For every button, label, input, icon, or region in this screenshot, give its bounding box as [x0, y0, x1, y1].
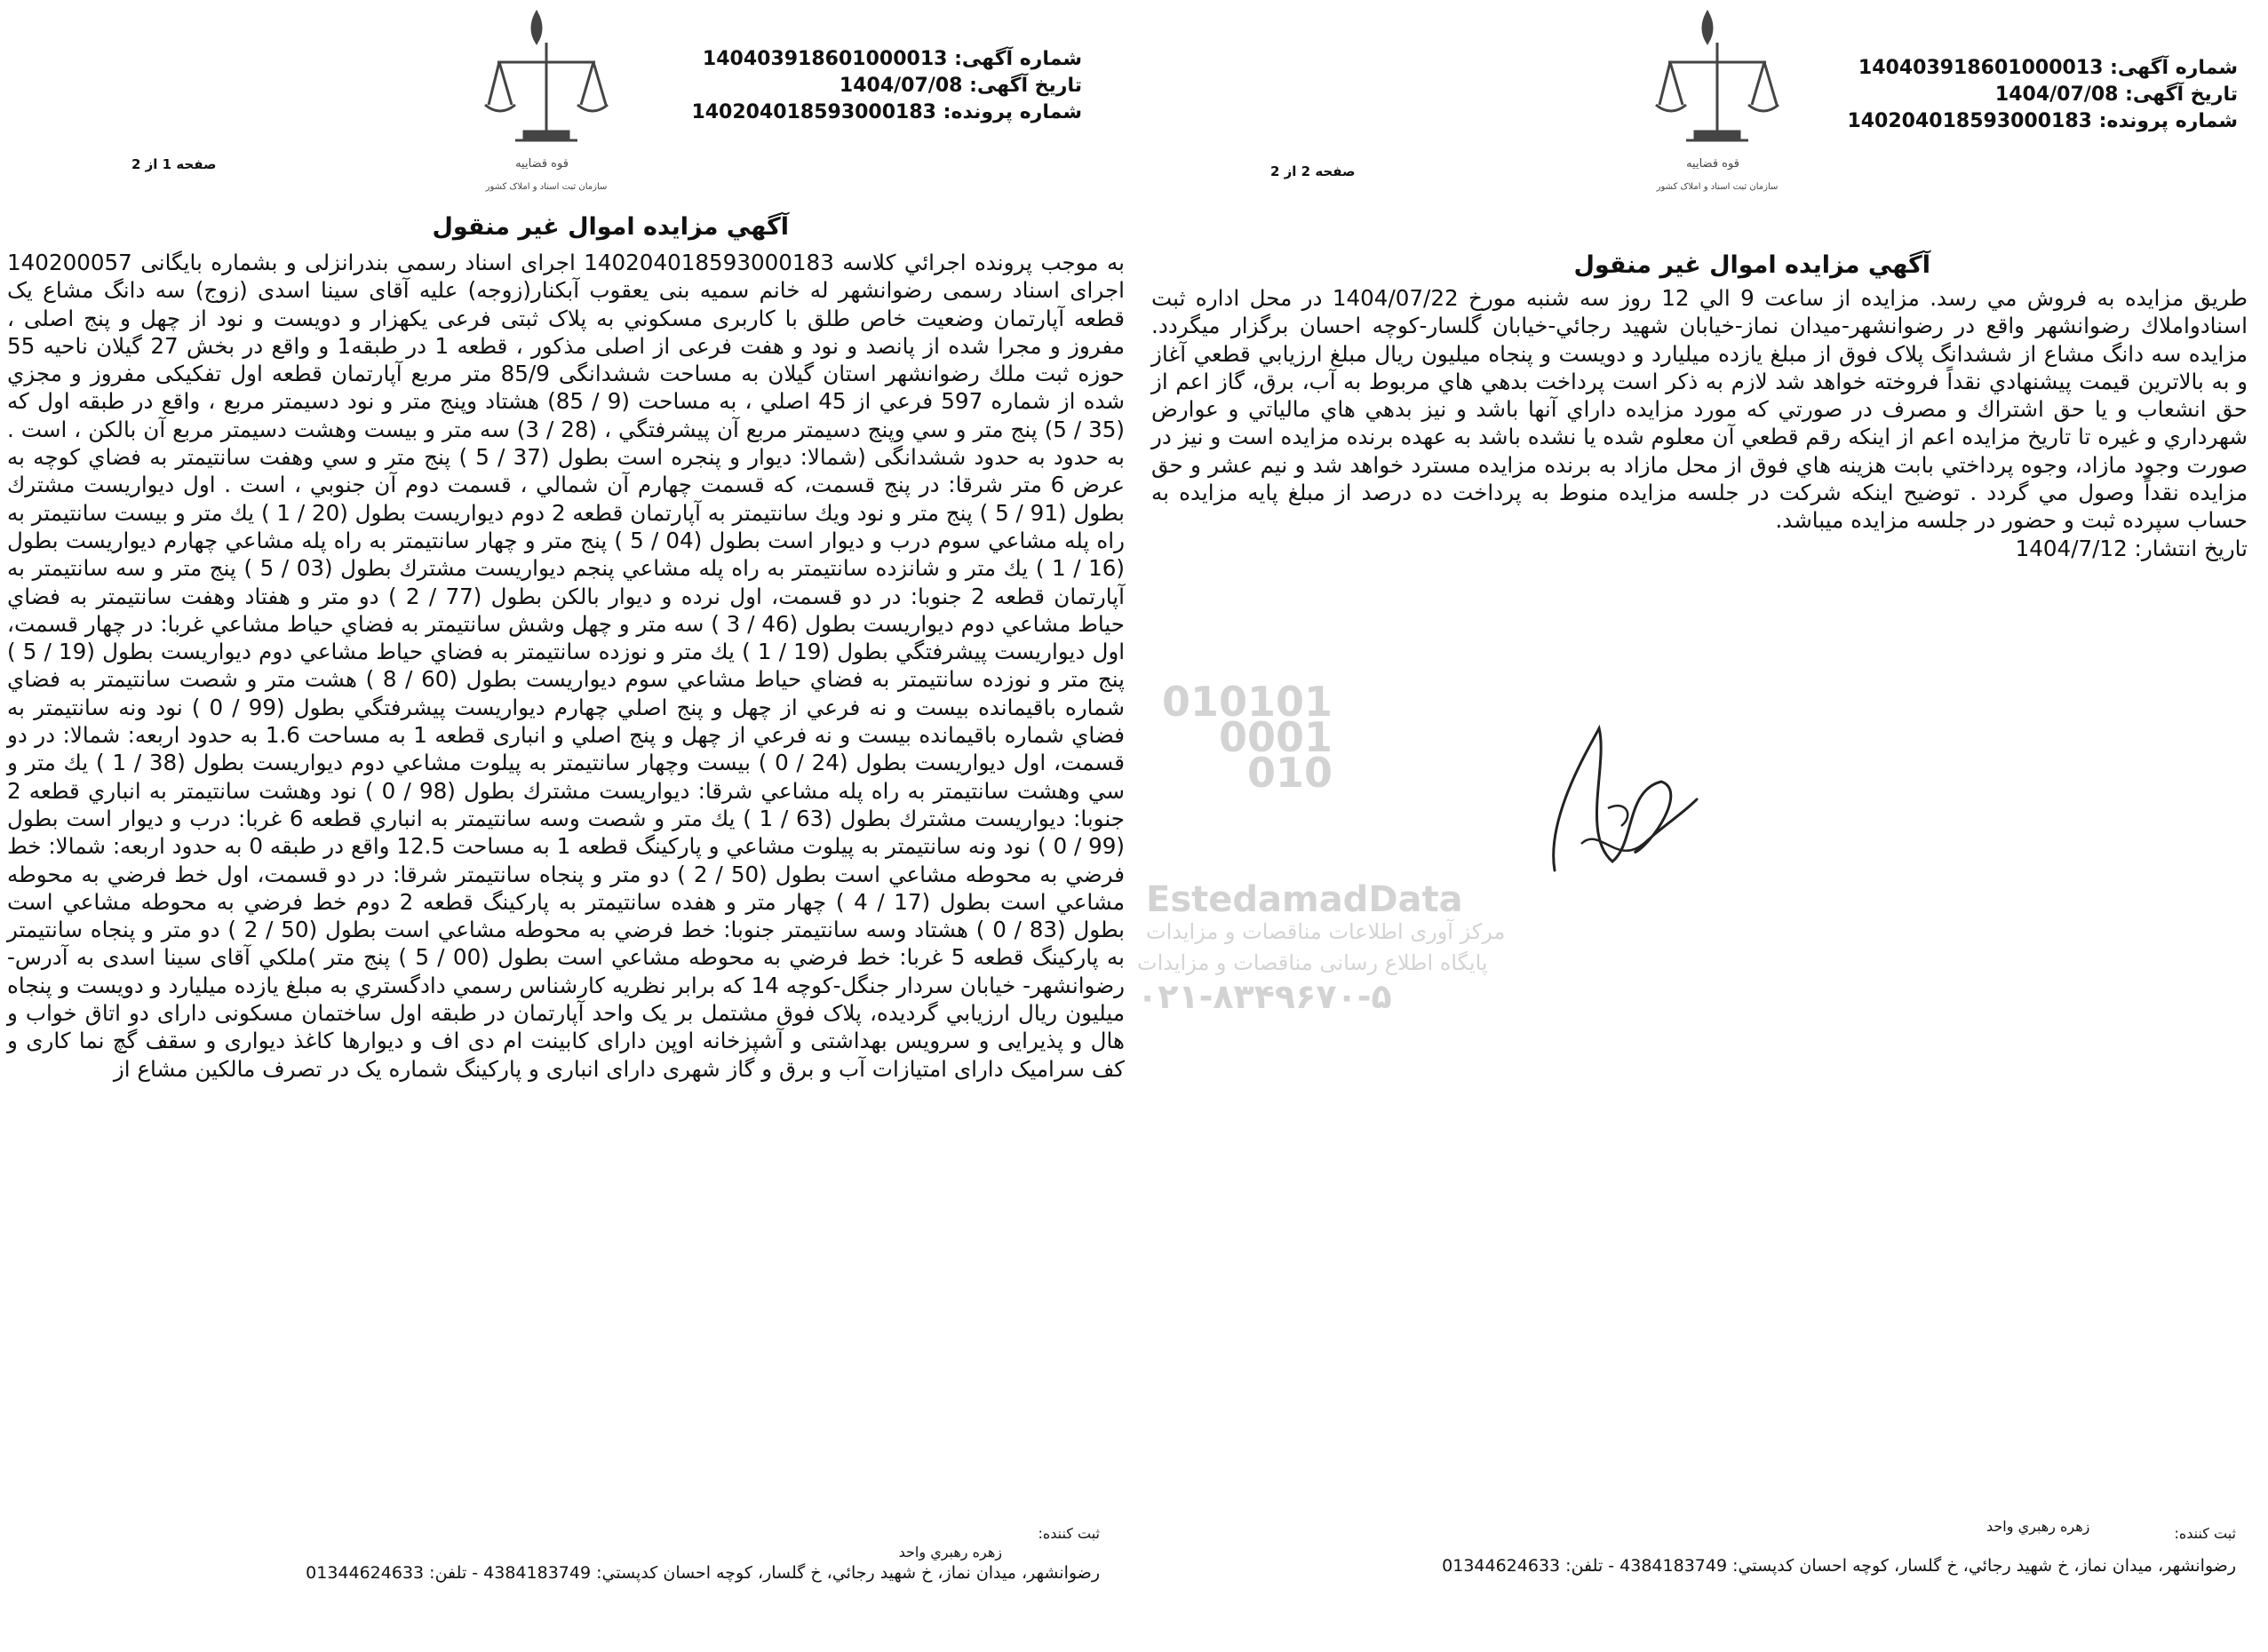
registrar-name-2: زهره رهبري واحد: [1986, 1518, 2090, 1535]
file-number-row: شماره پرونده: 140204018593000183: [691, 101, 1082, 123]
signature: [1528, 711, 1706, 888]
file-number-2: 140204018593000183: [1847, 110, 2092, 132]
page-number-2: صفحه 2 از 2: [1270, 163, 1356, 179]
watermark-phone: ۰۲۱-۸۳۴۹۶۷۰-۵: [1137, 977, 1392, 1016]
ad-number-row-2: شماره آگهی: 140403918601000013: [1858, 57, 2238, 79]
registrar: [899, 1525, 1100, 1561]
svg-text:قوه قضاییه: قوه قضاییه: [515, 157, 569, 171]
page-2: [1146, 0, 2268, 1652]
announcement-body-2: طريق مزايده به فروش مي رسد. مزايده از ساعت 9 الي 12 روز سه شنبه مورخ 1404/07/22 در محل اداره ثبت اسنادواملاك رضوانشهر واقع در رضوانشهر-ميدان نماز-خيابان شهيد رجائي-خيابان گلسار-كوچه احسان برگزار ميگردد. مزايده سه دانگ مشاع از ششدانگ پلاک فوق از مبلغ يازده ميلیارد و دويست و پنجاه ميليون ريال مبلغ ارزيابي قطعي آغاز و به بالاترين قيمت پيشنهادي نقداً فروخته خواهد شد لازم به ذكر است پرداخت بدهي هاي مربوط به آب، برق، گاز اعم از حق انشعاب و يا حق اشتراك و مصرف در صورتي كه مورد مزايده داراي آنها باشد و نيز بدهي هاي مالياتي و عوارض شهرداري و غيره تا تاريخ مزايده اعم از اينكه رقم قطعي آن معلوم شده يا نشده باشد به عهده برنده مزايده است و نيز در صورت وجود مازاد، وجوه پرداختي بابت هزينه هاي فوق از محل مازاد به برنده مزايده مسترد خواهد شد و نيم عشر و حق مزايده نقداً وصول مي گردد . توضیح اینکه شرکت در جلسه مزایده منوط به پرداخت ده درصد از مبلغ پایه مزایده به حساب سپرده ثبت و حضور در جلسه مزایده میباشد. تاریخ انتشار: 1404/7/12: [1151, 285, 2248, 561]
announcement-body: به موجب پرونده اجرائي كلاسه 140204018593000183 اجرای اسناد رسمی بندرانزلی و بشماره بایگانی 140200057 اجرای اسناد رسمی رضوانشهر له خانم سمیه بنی یعقوب آبکنار(زوجه) علیه آقای سینا اسدی (زوج) سه دانگ مشاع یک قطعه آپارتمان وضعیت خاص طلق با کاربری مسكوني به پلاک ثبتی فرعی یکهزار و دویست و نود از چهل و پنج اصلی ، مفروز و مجرا شده از پانصد و نود و هفت فرعی از اصلی مذکور ، قطعه 1 در طبقه1 و واقع در بخش 27 گيلان ناحيه 55 حوزه ثبت ملك رضوانشهر استان گيلان به مساحت ششدانگی 85/9 متر مربع آپارتمان قطعه اول تفکیکی مفروز و مجزي شده از شماره 597 فرعي از 45 اصلي ، به مساحت (9 / 85) هشتاد وپنج متر و نود دسيمتر مربع ، واقع در طبقه اول كه (35 / 5) پنج متر و سي وپنج دسيمتر مربع آن پيشرفتگي ، (28 / 3) سه متر و بيست وهشت دسيمتر مربع آن بالكن ، است . به حدود به حدود ششدانگی (شمالا: ديوار و پنجره است بطول (37 / 5 ) پنج متر و سي وهفت سانتيمتر به فضاي كوچه به عرض 6 متر شرقا: در پنج قسمت، كه قسمت چهارم آن شمالي ، قسمت دوم آن جنوبي ، است . اول ديواريست مشترك بطول (91 / 5 ) پنج متر و نود ويك سانتيمتر به آپارتمان قطعه 2 دوم ديواريست بطول (20 / 1 ) يك متر و بيست سانتيمتر به راه پله مشاعي سوم درب و ديوار است بطول (04 / 5 ) پنج متر و چهار سانتيمتر به راه پله مشاعي چهارم ديواريست بطول (16 / 1 ) يك متر و شانزده سانتيمتر به راه پله مشاعي پنجم ديواريست مشترك بطول (03 / 5 ) پنج متر و سه سانتيمتر به آپارتمان قطعه 2 جنوبا: در دو قسمت، اول نرده و ديوار بالكن بطول (77 / 2 ) دو متر و هفتاد وهفت سانتيمتر به فضاي حياط مشاعي دوم ديواريست بطول (46 / 3 ) سه متر و چهل وشش سانتيمتر به فضاي حياط مشاعي غربا: در چهار قسمت، اول ديواريست پيشرفتگي بطول (19 / 1 ) يك متر و نوزده سانتيمتر به فضاي حياط مشاعي دوم ديواريست بطول (19 / 5 ) پنج متر و نوزده سانتيمتر به فضاي حياط مشاعي سوم ديواريست بطول (60 / 8 ) هشت متر و شصت سانتيمتر به فضاي شماره باقيمانده بيست و نه فرعي از چهل و پنج اصلي چهارم ديواريست پيشرفتگي بطول (99 / 0 ) نود ونه سانتيمتر به فضاي شماره باقيمانده بيست و نه فرعي از چهل و پنج اصلي و انباری قطعه 1 به مساحت 1.6 به حدود اربعه: شمالا: در دو قسمت، اول ديواريست بطول (24 / 0 ) بيست وچهار سانتيمتر به پيلوت مشاعي دوم ديواريست بطول (38 / 1 ) يك متر و سي وهشت سانتيمتر به راه پله مشاعي شرقا: ديواريست مشترك بطول (98 / 0 ) نود وهشت سانتيمتر به انباري قطعه 2 جنوبا: ديواريست مشترك بطول (63 / 1 ) يك متر و شصت وسه سانتيمتر به انباري قطعه 6 غربا: درب و ديوار است بطول (99 / 0 ) نود ونه سانتيمتر به پيلوت مشاعي و پاركينگ قطعه 1 به مساحت 12.5 واقع در طبقه 0 به حدود اربعه: شمالا: خط فرضي به محوطه مشاعي است بطول (50 / 2 ) دو متر و پنجاه سانتيمتر شرقا: در دو قسمت، اول خط فرضي به محوطه مشاعي است بطول (17 / 4 ) چهار متر و هفده سانتيمتر به پاركينگ قطعه 2 دوم خط فرضي به محوطه مشاعي است بطول (83 / 0 ) هشتاد وسه سانتيمتر جنوبا: خط فرضي به محوطه مشاعي است بطول (50 / 2 ) دو متر و پنجاه سانتيمتر به پاركينگ قطعه 5 غربا: خط فرضي به محوطه مشاعي است بطول (00 / 5 ) پنج متر )ملکي آقای سینا اسدی به آدرس- رضوانشهر- خیابان سردار جنگل-کوچه 14 كه برابر نظريه كارشناس رسمي دادگستري به مبلغ يازده ميلیارد و دويست و پنجاه ميليون ريال ارزيابي گرديده، پلاک فوق مشتمل بر یک واحد آپارتمان در طبقه اول ساختمان مسکونی دارای دو اتاق خواب و هال و پذیرایی و سرویس بهداشتی و آشپزخانه اوپن دارای کابینت ام دی اف و دیوارها کاغذ دیواری و سقف گچ نما کاری و کف سرامیک دارای امتیازات آب و برق و گاز شهری دارای انباری و پارکینگ شماره یک در تصرف مالکین مشاع از: [7, 250, 1126, 1082]
svg-text:قوه قضاییه: قوه قضاییه: [1686, 157, 1739, 171]
ad-number-2: 140403918601000013: [1858, 57, 2104, 79]
judiciary-emblem: [480, 7, 613, 198]
ad-number: 140403918601000013: [702, 48, 948, 70]
page-title-2: آگهي مزايده اموال غير منقول: [1573, 251, 1930, 279]
svg-text:سازمان ثبت اسناد و املاک کشور: سازمان ثبت اسناد و املاک کشور: [1656, 182, 1779, 192]
footer-address-2: رضوانشهر، ميدان نماز، خ شهيد رجائي، خ گلسار، كوچه احسان كدپستي: 4384183749 - تلفن: 01344624633: [1442, 1556, 2236, 1576]
scales-of-justice-icon: [480, 7, 613, 198]
watermark-subtitle: مرکز آوری اطلاعات مناقصات و مزایدات: [1146, 919, 1506, 944]
registrar-label: ثبت كننده:: [1038, 1525, 1100, 1542]
watermark-digits: 010101 0001 010: [1161, 678, 1333, 797]
publish-label: تاریخ انتشار:: [2134, 535, 2248, 561]
footer-address: رضوانشهر، ميدان نماز، خ شهيد رجائي، خ گلسار، كوچه احسان كدپستي: 4384183749 - تلفن: 01344624633: [306, 1563, 1100, 1583]
watermark-brand: EstedamadData: [1146, 879, 1463, 920]
ad-meta: [691, 46, 1082, 126]
registrar-name: زهره رهبري واحد: [898, 1544, 1002, 1561]
page-title: آگهي مزايده اموال غير منقول: [432, 213, 789, 241]
judiciary-emblem-2: [1651, 7, 1784, 198]
ad-meta-2: [1847, 55, 2238, 135]
ad-date-row-2: تاریخ آگهی: 1404/07/08: [1994, 83, 2238, 106]
ad-number-row: شماره آگهی: 140403918601000013: [702, 48, 1082, 70]
scales-of-justice-icon-2: [1651, 7, 1784, 198]
ad-date-row: تاریخ آگهی: 1404/07/08: [839, 75, 1082, 97]
page-number: صفحه 1 از 2: [131, 156, 217, 172]
file-number: 140204018593000183: [691, 101, 936, 123]
file-number-row-2: شماره پرونده: 140204018593000183: [1847, 110, 2238, 132]
signature-icon: [1528, 711, 1706, 888]
ad-date: 1404/07/08: [839, 75, 963, 97]
registrar-2: [1986, 1518, 2236, 1542]
watermark-subtitle-2: پایگاه اطلاع رسانی مناقصات و مزایدات: [1137, 950, 1488, 975]
svg-text:سازمان ثبت اسناد و املاک کشور: سازمان ثبت اسناد و املاک کشور: [485, 182, 608, 192]
registrar-label-2: ثبت كننده:: [2174, 1525, 2236, 1542]
ad-date-2: 1404/07/08: [1994, 83, 2119, 106]
publish-date: 1404/7/12: [2015, 535, 2128, 561]
